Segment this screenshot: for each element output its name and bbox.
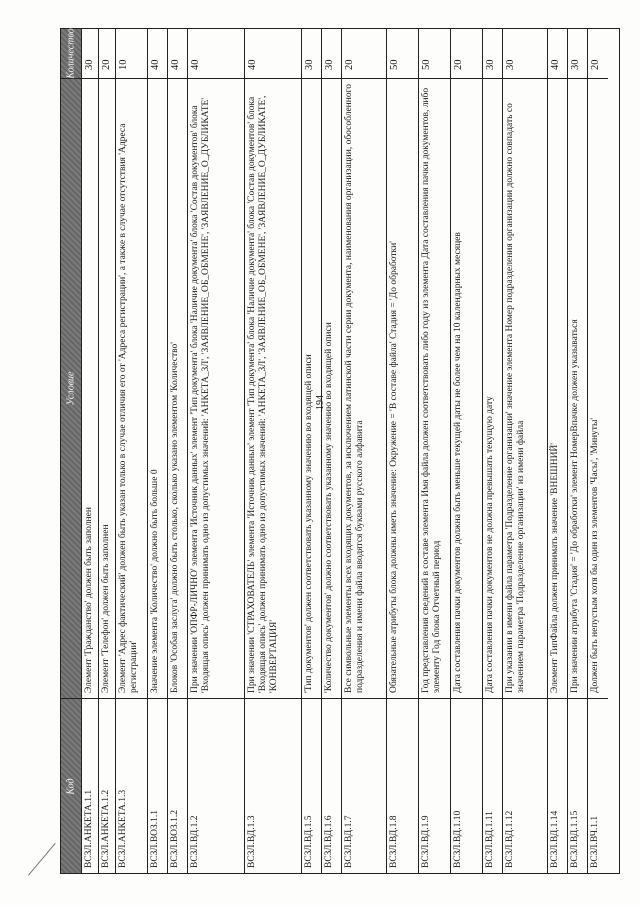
table-row: [342, 29, 387, 873]
code-text: ВСЗЛ.ВД.1.10: [453, 810, 463, 868]
quantity-cell: [148, 29, 167, 79]
quantity-value: 30: [84, 59, 95, 70]
table-row: [503, 29, 548, 873]
condition-cell: [387, 79, 418, 699]
table-row: [188, 29, 245, 873]
table-row: [419, 29, 451, 873]
condition-text: Блоков 'Особая заслуга' должно быть столько, сколько указано элементом 'Количество': [170, 342, 180, 693]
condition-cell: [568, 79, 587, 699]
quantity-value: 30: [505, 59, 516, 70]
table-row: [168, 29, 188, 873]
code-cell: [116, 699, 147, 873]
code-text: ВСЗЛ.АНКЕТА.1.3: [118, 789, 128, 868]
quantity-value: 40: [150, 59, 161, 70]
quantity-cell: [168, 29, 187, 79]
code-text: ВСЗЛ.ВД.1.7: [344, 815, 354, 868]
condition-text: Обязательные атрибуты блока должны иметь значение: Окружение = 'В составе файла' Стадия = 'До обработки': [389, 241, 399, 693]
condition-cell: [168, 79, 187, 699]
condition-cell: [148, 79, 167, 699]
condition-cell: [548, 79, 567, 699]
code-cell: [188, 699, 244, 873]
condition-text: Элемент ТипФайла должен принимать значение 'ВНЕШНИЙ': [550, 442, 560, 693]
code-cell: [168, 699, 187, 873]
condition-cell: [99, 79, 115, 699]
table-row: [568, 29, 588, 873]
quantity-value: 40: [247, 59, 258, 70]
table-header: [61, 29, 82, 873]
condition-cell: [419, 79, 450, 699]
condition-cell: [342, 79, 386, 699]
quantity-cell: [483, 29, 502, 79]
condition-text: Элемент 'Телефон' должен быть заполнен: [101, 524, 111, 693]
code-text: ВСЗЛ.ВД.1.12: [505, 810, 515, 868]
quantity-cell: [588, 29, 608, 79]
code-text: ВСЗЛ.ВД.1.2: [190, 815, 200, 868]
code-cell: [387, 699, 418, 873]
quantity-cell: [419, 29, 450, 79]
conditions-table: [60, 28, 620, 874]
condition-cell: [188, 79, 244, 699]
quantity-cell: [342, 29, 386, 79]
quantity-cell: [568, 29, 587, 79]
quantity-value: 20: [101, 59, 112, 70]
quantity-cell: [302, 29, 321, 79]
header-code-label: Код: [65, 777, 77, 795]
condition-text: 'Количество документов' должно соответствовать указанному значению во входящей описи: [324, 322, 334, 693]
code-cell: [451, 699, 482, 873]
table-row: [451, 29, 483, 873]
code-text: ВСЗЛ.ВОЗ.1.1: [150, 809, 160, 868]
quantity-value: 50: [389, 59, 400, 70]
quantity-cell: [116, 29, 147, 79]
table-row: [548, 29, 568, 873]
table-row: [322, 29, 342, 873]
quantity-cell: [322, 29, 341, 79]
quantity-value: 10: [118, 59, 129, 70]
code-cell: [419, 699, 450, 873]
condition-text: Значение элемента 'Количество' должно быть больше 0: [150, 469, 160, 693]
condition-cell: [82, 79, 98, 699]
condition-cell: [451, 79, 482, 699]
quantity-value: 30: [304, 59, 315, 70]
table-row: [588, 29, 608, 873]
code-cell: [548, 699, 567, 873]
quantity-value: 40: [550, 59, 561, 70]
quantity-value: 20: [344, 59, 355, 70]
quantity-value: 50: [421, 59, 432, 70]
table-row: [387, 29, 419, 873]
code-text: ВСЗЛ.ВД.1.5: [304, 815, 314, 868]
quantity-cell: [503, 29, 547, 79]
condition-text: При указании в имени файла параметра 'Подразделение организации' значение элемента Номер подразделения организации должно совпадать со значением параметра 'Подразделение организации' из имени файла: [505, 103, 526, 693]
condition-text: Дата составления пачки документов должна быть меньше текущей даты не более чем на 10 календарных месяцев: [453, 232, 463, 693]
code-text: ВСЗЛ.ВД.1.14: [550, 810, 560, 868]
code-cell: [245, 699, 301, 873]
condition-text: При значении 'ОПФР-ЛИЧНО' элемента 'Источник данных' элемент 'Тип документа' блока 'Наличие документа' блока 'Состав документов' блока 'Входящая опись' должен принимать одно из допустимых значений: 'АНКЕТА_ЗЛ', 'ЗАЯВЛЕНИЕ_ОБ_ОБМЕНЕ', 'ЗАЯВЛЕНИЕ_О_ДУБЛИКАТЕ': [190, 97, 211, 693]
table-row: [116, 29, 148, 873]
condition-text: При значении атрибута 'Стадия' = 'До обработки' элемент НомерВпачке должен указываться: [570, 319, 580, 693]
code-cell: [148, 699, 167, 873]
header-code: [61, 699, 81, 873]
scan-edge-mark: [28, 843, 56, 876]
header-quantity: [61, 29, 81, 79]
condition-text: Год представления сведений в составе элемента Имя файла должен соответствовать либо году из элемента Дата составления пачки документов, либо элементу Год блока Отчетный период: [421, 87, 442, 693]
code-cell: [503, 699, 547, 873]
condition-cell: [322, 79, 341, 699]
condition-text: Все символьные элементы всех входящих документов, за исключением латинской части серии документа, наименования организации, обособленного подразделения и имени файла вводятся буквами русского алфавита: [344, 83, 365, 693]
condition-text: Дата составления пачки документов не должна превышать текущую дату: [485, 396, 495, 693]
table-row: [148, 29, 168, 873]
table-row: [82, 29, 99, 873]
code-text: ВСЗЛ.ВЧ.1.1: [590, 815, 600, 868]
quantity-value: 40: [170, 59, 181, 70]
quantity-cell: [548, 29, 567, 79]
condition-cell: [302, 79, 321, 699]
code-cell: [588, 699, 608, 873]
header-quantity-label: Количество: [65, 28, 77, 79]
quantity-value: 20: [453, 59, 464, 70]
page-number-text: 194: [314, 394, 326, 410]
condition-cell: [245, 79, 301, 699]
code-cell: [82, 699, 98, 873]
condition-text: 'Тип документов' должен соответствовать указанному значению во входящей описи: [304, 354, 314, 693]
quantity-value: 30: [324, 59, 335, 70]
code-text: ВСЗЛ.ВД.1.3: [247, 815, 257, 868]
quantity-cell: [82, 29, 98, 79]
header-condition-label: Условие: [65, 371, 77, 406]
condition-text: Элемент 'Гражданство' должен быть заполнен: [84, 507, 94, 693]
code-text: ВСЗЛ.ВД.1.15: [570, 810, 580, 868]
quantity-cell: [387, 29, 418, 79]
code-text: ВСЗЛ.ВД.1.9: [421, 815, 431, 868]
condition-text: Должен быть непустым хотя бы один из элементов 'Часы', 'Минуты': [590, 417, 600, 693]
condition-cell: [503, 79, 547, 699]
code-cell: [568, 699, 587, 873]
code-text: ВСЗЛ.ВД.1.8: [389, 815, 399, 868]
code-cell: [322, 699, 341, 873]
table-row: [99, 29, 116, 873]
header-condition: [61, 79, 81, 699]
table-row: [302, 29, 322, 873]
code-cell: [99, 699, 115, 873]
quantity-value: 20: [590, 59, 601, 70]
code-text: ВСЗЛ.ВОЗ.1.2: [170, 809, 180, 868]
condition-text: При значении 'СТРАХОВАТЕЛЬ' элемента 'Источник данных' элемент 'Тип документа' блока 'Наличие документа' блока 'Состав документов' блока 'Входящая опись' должен принимать одно из допустимых значений: 'АНКЕТА_ЗЛ', 'ЗАЯВЛЕНИЕ_ОБ_ОБМЕНЕ', 'ЗАЯВЛЕНИЕ_О_ДУБЛИКАТЕ', 'КОНВЕРТАЦИЯ': [247, 95, 279, 693]
code-text: ВСЗЛ.ВД.1.11: [485, 811, 495, 868]
code-text: ВСЗЛ.АНКЕТА.1.1: [84, 789, 94, 868]
quantity-value: 30: [570, 59, 581, 70]
code-cell: [302, 699, 321, 873]
table-row: [483, 29, 503, 873]
condition-cell: [116, 79, 147, 699]
quantity-cell: [99, 29, 115, 79]
code-text: ВСЗЛ.АНКЕТА.1.2: [101, 789, 111, 868]
quantity-cell: [188, 29, 244, 79]
quantity-value: 30: [485, 59, 496, 70]
table-row: [245, 29, 302, 873]
code-cell: [342, 699, 386, 873]
condition-cell: [483, 79, 502, 699]
condition-text: Элемент 'Адрес фактический' должен быть указан только в случае отличия его от 'Адреса регистрации', а также в случае отсутствия 'Адреса регистрации': [118, 123, 139, 693]
quantity-value: 40: [190, 59, 201, 70]
quantity-cell: [245, 29, 301, 79]
code-text: ВСЗЛ.ВД.1.6: [324, 815, 334, 868]
quantity-cell: [451, 29, 482, 79]
condition-cell: [588, 79, 608, 699]
code-cell: [483, 699, 502, 873]
